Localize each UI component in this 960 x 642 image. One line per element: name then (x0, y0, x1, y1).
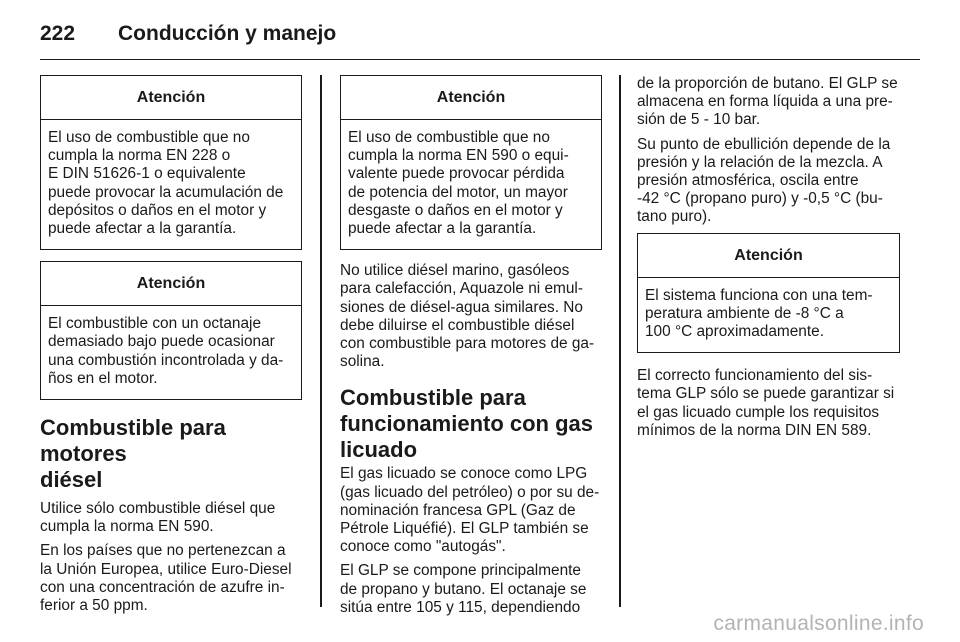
section-heading (40, 415, 302, 493)
text-line: No utilice diésel marino, gasóleos (340, 262, 570, 280)
warning-title: Atención (41, 262, 301, 306)
paragraph (40, 542, 302, 615)
text-line: tema GLP sólo se puede garantizar si (637, 385, 895, 403)
column-1 (40, 75, 302, 621)
text-line: presión atmosférica, oscila entre (637, 172, 859, 190)
text-line: El sistema funciona con una tem- (645, 286, 873, 304)
text-line: funcionamiento con gas (340, 411, 594, 437)
paragraph (40, 500, 302, 536)
warning-box (637, 233, 900, 354)
column-2 (340, 75, 602, 623)
text-line: tano puro). (637, 208, 712, 226)
text-line: Su punto de ebullición depende de la (637, 135, 891, 153)
text-line: sitúa entre 105 y 115, dependiendo (340, 598, 581, 616)
text-line: ferior a 50 ppm. (40, 597, 148, 615)
text-line: de potencia del motor, un mayor (348, 183, 568, 201)
text-line: El combustible con un octanaje (48, 315, 262, 333)
text-line: peratura ambiente de -8 °C a (645, 304, 844, 322)
text-line: de propano y butano. El octanaje se (340, 580, 587, 598)
text-line: una combustión incontrolada y da- (48, 351, 284, 369)
text-line: puede afectar a la garantía. (48, 220, 237, 238)
paragraph (340, 465, 602, 556)
warning-text (638, 278, 899, 353)
warning-title: Atención (341, 76, 601, 120)
column-3 (637, 75, 900, 446)
warning-box (40, 261, 302, 400)
text-line: 100 °C aproximadamente. (645, 323, 824, 341)
text-line: conoce como "autogás". (340, 538, 506, 556)
text-line: solina. (340, 353, 385, 371)
text-line: Combustible para motores (40, 415, 226, 467)
text-line: la Unión Europea, utilice Euro-Diesel (40, 560, 292, 578)
text-line: Utilice sólo combustible diésel que (40, 500, 276, 518)
warning-title: Atención (638, 234, 899, 278)
text-line: En los países que no pertenezcan a (40, 542, 286, 560)
text-line: E DIN 51626-1 o equivalente (48, 165, 246, 183)
text-line: sión de 5 - 10 bar. (637, 111, 761, 129)
text-line: presión y la relación de la mezcla. A (637, 153, 883, 171)
paragraph (637, 367, 900, 440)
text-line: almacena en forma líquida a una pre- (637, 93, 893, 111)
text-line: cumpla la norma EN 590 o equi- (348, 147, 569, 165)
warning-box (40, 75, 302, 250)
text-line: demasiado bajo puede ocasionar (48, 333, 275, 351)
section-heading (340, 385, 602, 463)
text-line: cumpla la norma EN 228 o (48, 147, 231, 165)
text-line: ños en el motor. (48, 369, 158, 387)
text-line: el gas licuado cumple los requisitos (637, 403, 880, 421)
text-line: nominación francesa GPL (Gaz de (340, 501, 576, 519)
column-divider (619, 75, 621, 607)
text-line: El uso de combustible que no (348, 129, 550, 146)
text-line: con combustible para motores de ga- (340, 335, 595, 353)
text-line: siones de diésel-agua similares. No (340, 298, 583, 316)
chapter-title: Conducción y manejo (118, 22, 337, 45)
text-line: (gas licuado del petróleo) o por su de- (340, 483, 600, 501)
warning-box (340, 75, 602, 250)
text-line: de la proporción de butano. El GLP se (637, 75, 898, 92)
paragraph (340, 262, 602, 371)
text-line: -42 °C (propano puro) y -0,5 °C (bu- (637, 190, 883, 208)
text-line: para calefacción, Aquazole ni emul- (340, 280, 583, 298)
warning-text (41, 306, 301, 399)
warning-text (341, 120, 601, 249)
column-divider (320, 75, 322, 607)
page-header (40, 14, 920, 60)
paragraph (637, 136, 900, 227)
warning-title: Atención (41, 76, 301, 120)
text-line: debe diluirse el combustible diésel (340, 316, 575, 334)
text-line: Combustible para (340, 385, 526, 411)
text-line: El uso de combustible que no (48, 129, 250, 146)
text-line: mínimos de la norma DIN EN 589. (637, 421, 872, 439)
text-line: puede afectar a la garantía. (348, 220, 537, 238)
text-line: puede provocar la acumulación de (48, 183, 284, 201)
text-line: desgaste o daños en el motor y (348, 201, 563, 219)
watermark: carmanualsonline.info (713, 612, 924, 635)
text-line: El correcto funcionamiento del sis- (637, 367, 873, 385)
page-number: 222 (40, 22, 76, 45)
text-line: El GLP se compone principalmente (340, 562, 581, 580)
paragraph (340, 562, 602, 617)
paragraph (637, 75, 900, 130)
text-line: Pétrole Liquéfié). El GLP también se (340, 520, 589, 538)
text-line: cumpla la norma EN 590. (40, 518, 214, 536)
text-line: licuado (340, 437, 418, 463)
text-line: diésel (40, 467, 103, 493)
text-line: valente puede provocar pérdida (348, 165, 565, 183)
text-line: El gas licuado se conoce como LPG (340, 465, 588, 483)
text-line: con una concentración de azufre in- (40, 578, 285, 596)
warning-text (41, 120, 301, 249)
text-line: depósitos o daños en el motor y (48, 201, 267, 219)
